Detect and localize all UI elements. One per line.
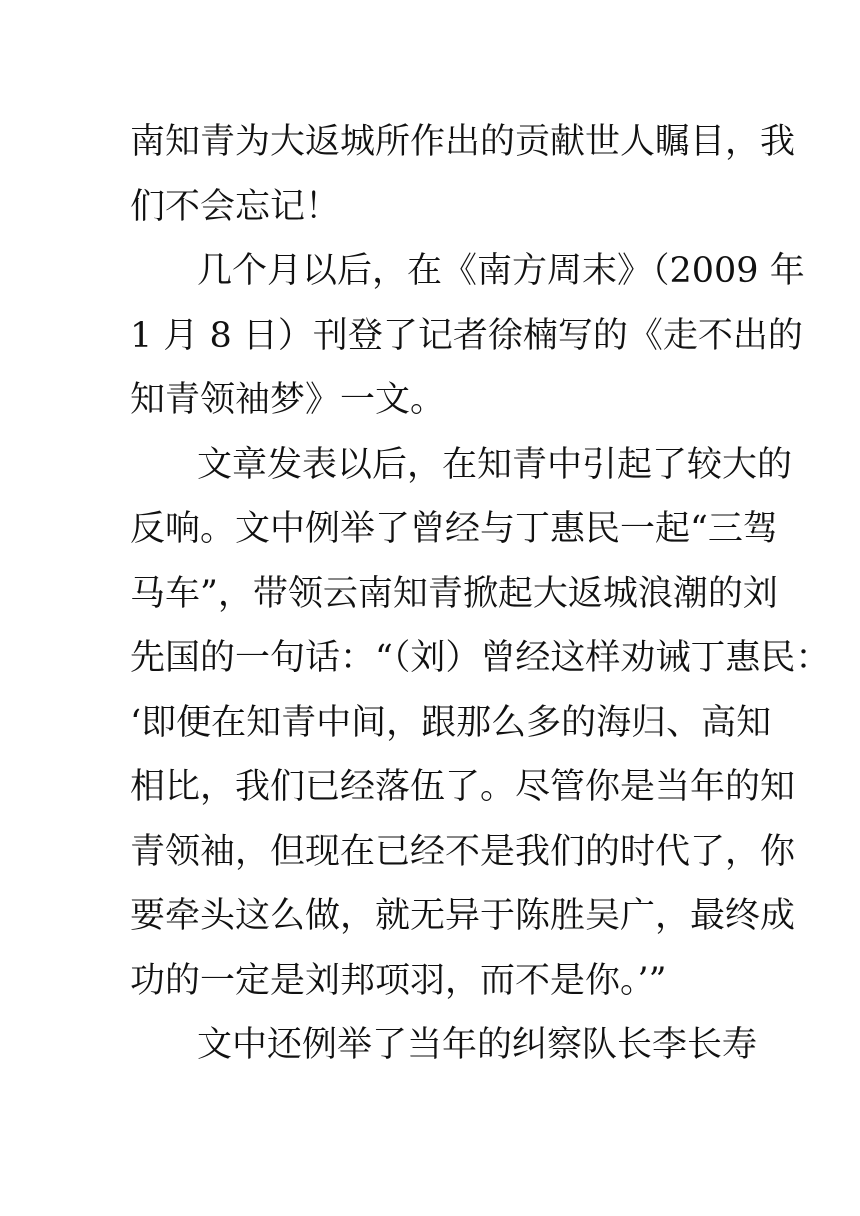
text-line: 先国的一句话：“（刘）曾经这样劝诫丁惠民： [130, 638, 831, 678]
paragraph-first-line: 文章发表以后，在知青中引起了较大的 [197, 444, 793, 485]
text-line: 们不会忘记！ [130, 186, 341, 227]
paragraph-first-line: 几个月以后，在《南方周末》（2009 年 [197, 251, 805, 291]
text-line: 功的一定是刘邦项羽，而不是你。’” [130, 960, 667, 1001]
text-line: 1 月 8 日）刊登了记者徐楠写的《走不出的 [130, 315, 803, 356]
text-line: 要牵头这么做，就无异于陈胜吴广，最终成 [130, 896, 796, 936]
text-line: 南知青为大返城所作出的贡献世人瞩目，我 [130, 122, 796, 162]
text-line: 反响。文中例举了曾经与丁惠民一起“三驾 [130, 509, 778, 549]
text-line: 马车”，带领云南知青掀起大返城浪潮的刘 [130, 573, 778, 614]
text-line: 知青领袖梦》一文。 [130, 380, 446, 420]
body-text [130, 110, 831, 1078]
paragraph-first-line: 文中还例举了当年的纠察队长李长寿 [197, 1025, 758, 1065]
text-line: 相比，我们已经落伍了。尽管你是当年的知 [130, 767, 796, 807]
text-line: ‘即便在知青中间，跟那么多的海归、高知 [130, 702, 772, 743]
text-line: 青领袖，但现在已经不是我们的时代了，你 [130, 831, 796, 872]
